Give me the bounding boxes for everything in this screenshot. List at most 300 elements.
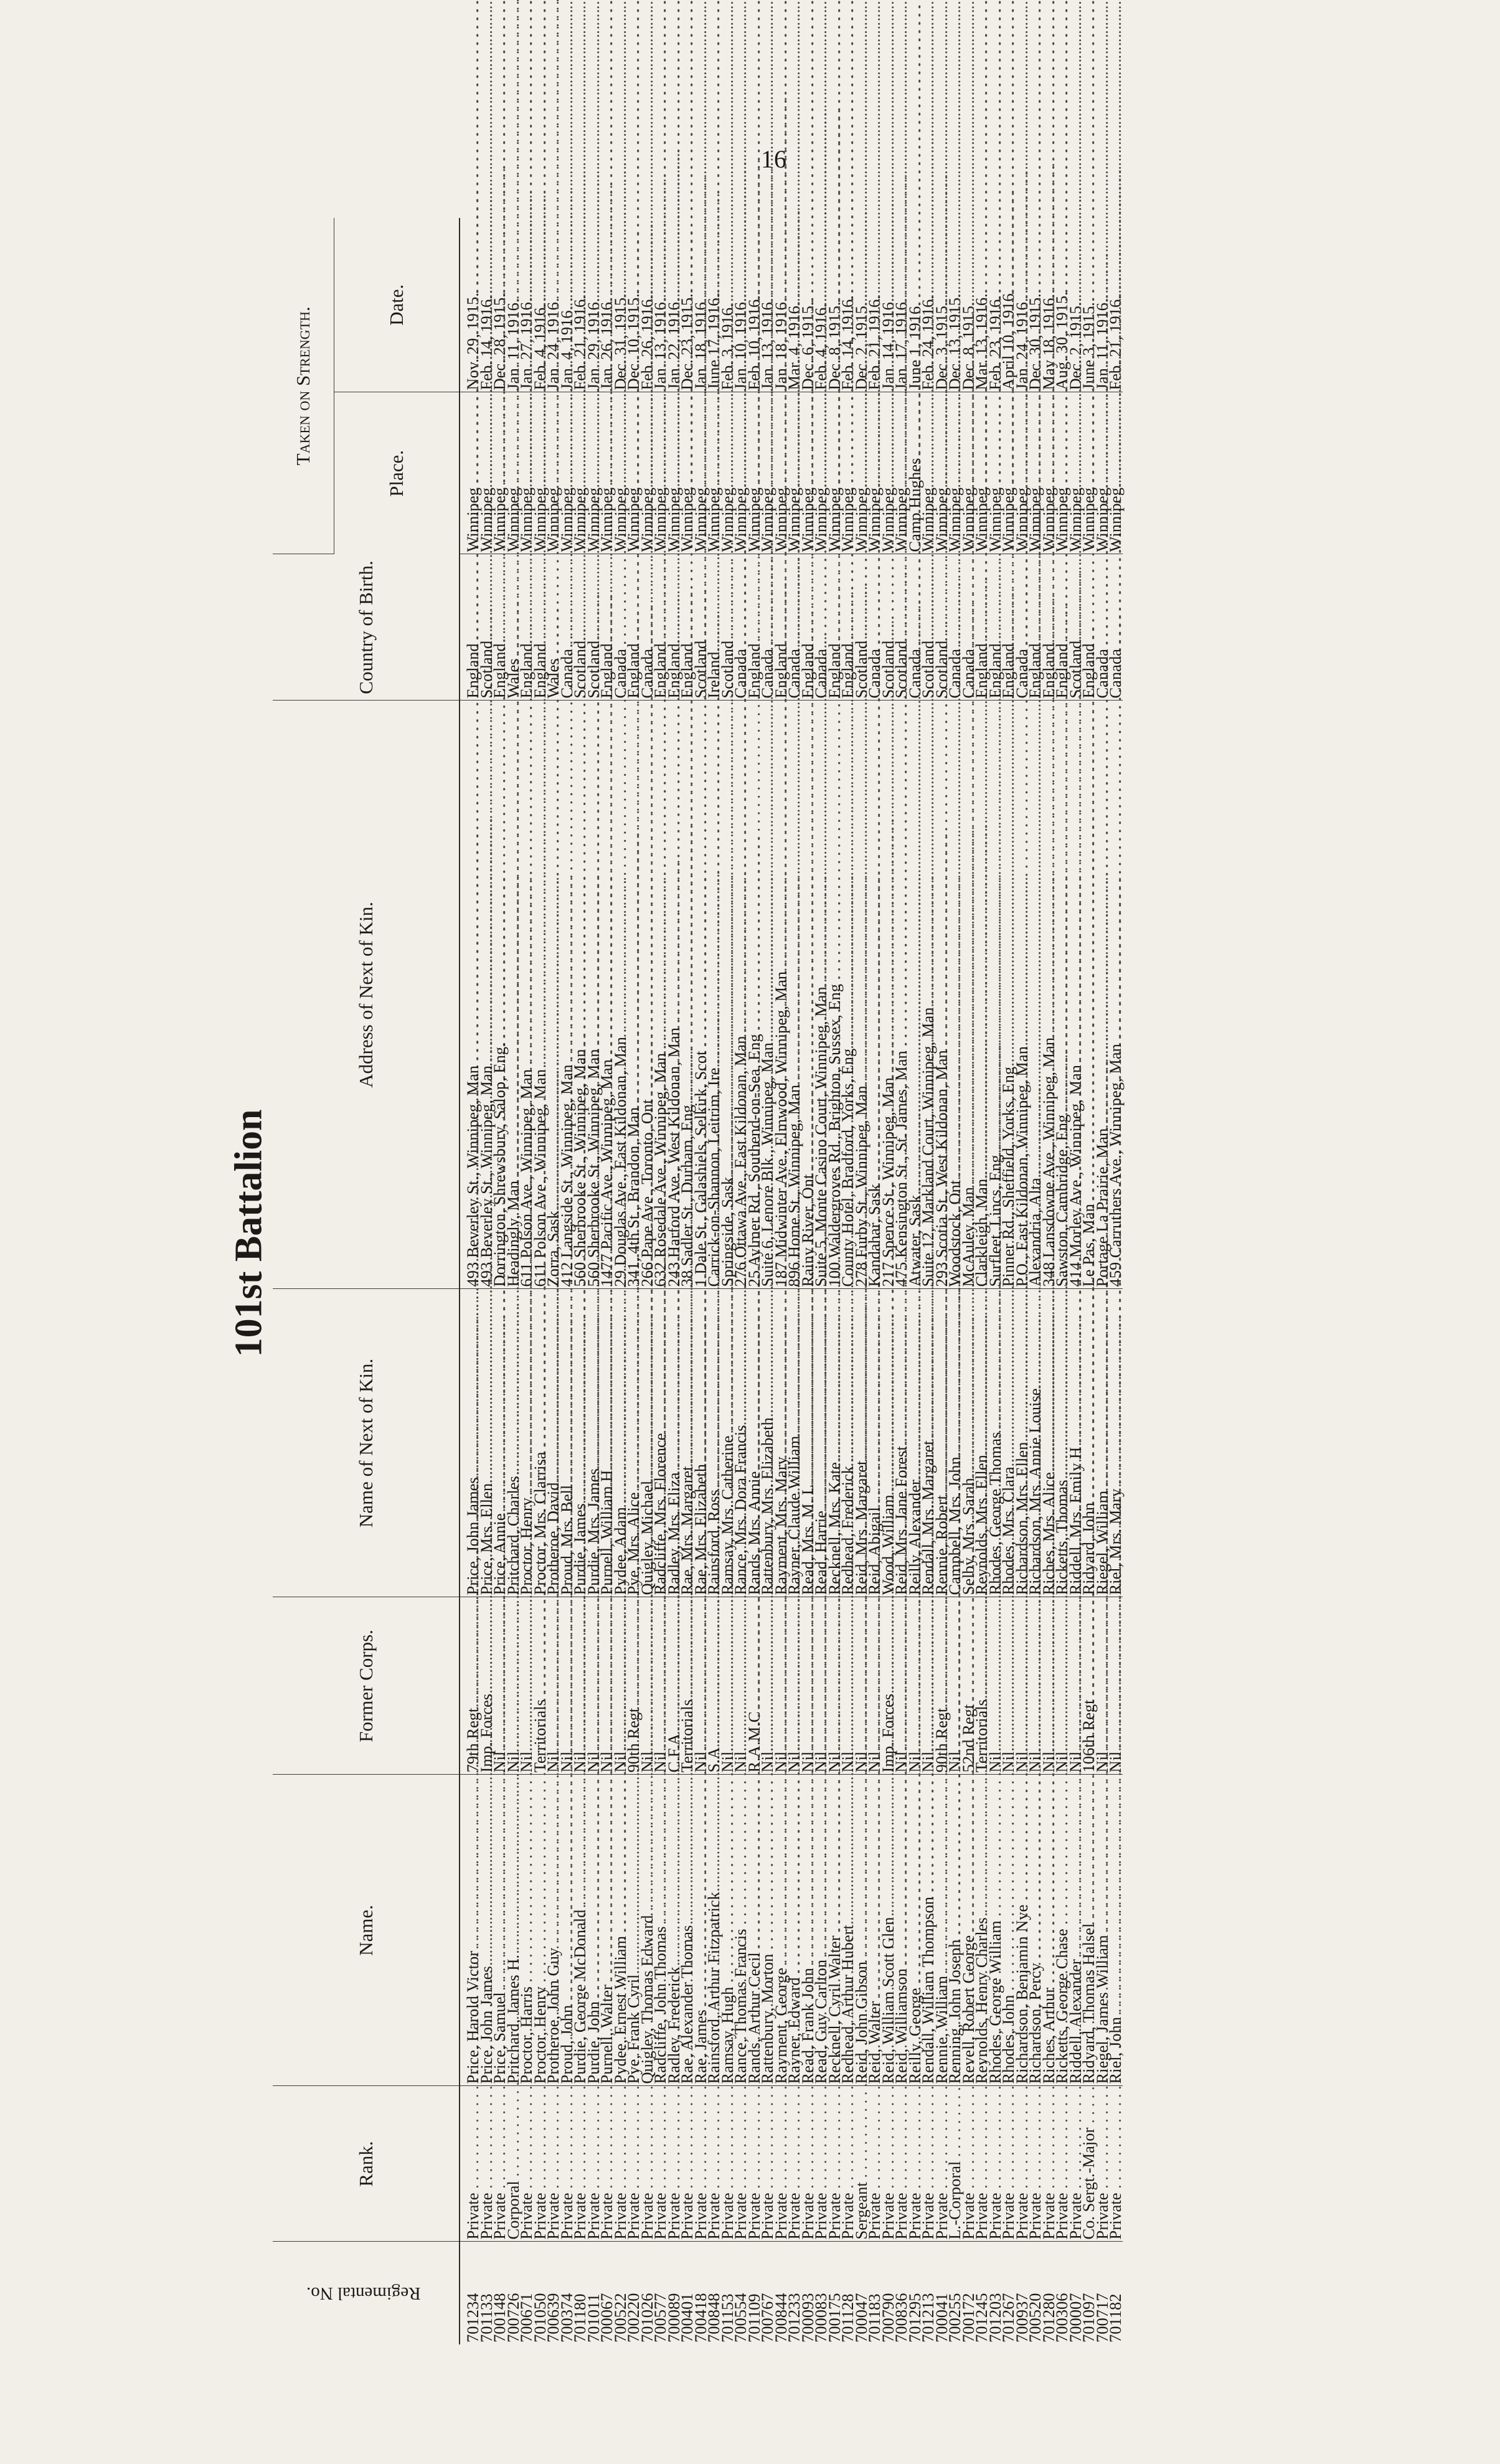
cell-date-text: Feb. 23, 1916.: [985, 295, 1004, 390]
cell-name-text: Rendall, William Thompson: [918, 1897, 937, 2084]
cell-rank-text: Private: [1026, 2193, 1044, 2240]
cell-regimental-no-text: 701295: [905, 2293, 924, 2343]
cell-place-text: Winnipeg: [851, 488, 870, 552]
cell-rank-text: Private: [972, 2193, 991, 2240]
cell-country-text: Canada: [557, 649, 576, 699]
cell-rank-text: Private: [1012, 2193, 1031, 2240]
cell-name-text: Reid, Williamson: [892, 1968, 910, 2084]
header-former-corps: Former Corps.: [273, 1597, 460, 1775]
cell-regimental-no-text: 701182: [1106, 2293, 1125, 2343]
cell-former-corps-text: 52nd Regt: [958, 1704, 978, 1773]
cell-place-text: Winnipeg: [771, 488, 790, 552]
cell-country-text: Scotland: [892, 640, 910, 699]
cell-name-text: Rainsford, Arthur Fitzpatrick: [704, 1892, 723, 2084]
cell-place-text: Winnipeg: [1079, 488, 1098, 552]
cell-country-text: England: [999, 643, 1017, 699]
cell-former-corps-text: Nil: [557, 1751, 576, 1773]
cell-date-text: Feb. 4, 1916.: [530, 303, 549, 390]
cell-former-corps-text: Nil: [999, 1751, 1017, 1773]
page-number: 16: [761, 145, 787, 173]
cell-next-of-kin-text: Rhodes, Mrs. Clara: [999, 1466, 1017, 1595]
cell-rank-text: Private: [476, 2193, 496, 2240]
cell-address-text: 611 Polson Ave., Winnipeg, Man: [517, 1069, 535, 1287]
cell-name-text: Price, Harold Victor: [463, 1950, 482, 2084]
cell-rank-text: Private: [811, 2193, 830, 2240]
cell-date-text: Dec. 23, 1915.: [677, 293, 696, 390]
cell-country-text: Canada: [637, 649, 656, 699]
cell-next-of-kin-text: Reynolds, Mrs. Ellen: [972, 1455, 991, 1595]
cell-place-text: Winnipeg: [1039, 488, 1058, 552]
cell-place-text: Winnipeg: [999, 488, 1017, 552]
cell-regimental-no-text: 701109: [744, 2293, 763, 2343]
cell-rank-text: Private: [530, 2193, 549, 2240]
cell-address-text: Sawston, Cambridge, Eng: [1052, 1114, 1071, 1287]
cell-name-text: Ricketts, George Chase: [1052, 1928, 1071, 2084]
cell-country-text: Canada: [731, 649, 750, 699]
cell-country-text: Canada: [945, 649, 964, 699]
cell-place-text: Winnipeg: [785, 488, 803, 552]
cell-name-text: Rayner, Edward: [785, 1977, 803, 2084]
cell-place-text: Winnipeg: [637, 488, 656, 552]
cell-place-text: Winnipeg: [664, 488, 683, 552]
cell-rank-text: Private: [637, 2193, 656, 2240]
cell-country-text: Scotland: [1065, 640, 1085, 699]
cell-name-text: Rennie, William: [932, 1975, 951, 2084]
cell-former-corps-text: Nil: [597, 1751, 616, 1773]
cell-next-of-kin-text: Read, Harrie: [811, 1511, 830, 1595]
table-body: [460, 218, 1123, 2344]
cell-name-text: Proud, John: [557, 2004, 576, 2084]
cell-next-of-kin-text: Purdie, James: [570, 1503, 589, 1595]
cell-next-of-kin-text: Rae, Mrs. Margaret: [677, 1466, 696, 1595]
cell-address-text: Portage La Prairie, Man: [1092, 1128, 1111, 1287]
cell-former-corps-text: Nil: [865, 1751, 884, 1773]
cell-country-text: Canada: [758, 649, 776, 699]
header-next-of-kin: Name of Next of Kin.: [273, 1289, 460, 1597]
cell-regimental-no-text: 700067: [597, 2293, 616, 2343]
cell-date-text: Feb. 21, 1916.: [570, 295, 589, 390]
cell-address-text: 276 Ottawa Ave., East Kildonan, Man: [731, 1036, 750, 1287]
cell-country-text: Canada: [610, 649, 630, 699]
cell-next-of-kin-text: Rendall, Mrs. Margaret: [918, 1440, 937, 1595]
cell-place-text: Winnipeg: [691, 488, 710, 552]
cell-address-text: Kandahar, Sask: [865, 1184, 884, 1287]
cell-date-text: May 18, 1916.: [1039, 293, 1058, 390]
cell-address-text: Suite 6, Lenore Blk., Winnipeg, Man: [758, 1042, 776, 1287]
cell-next-of-kin-text: Pye, Mrs. Alice: [624, 1492, 643, 1595]
cell-former-corps-text: 106th Regt: [1079, 1699, 1098, 1773]
cell-next-of-kin-text: Reid, Abigail: [865, 1507, 884, 1595]
cell-name-text: Richardson, Percy: [1026, 1963, 1044, 2084]
cell-rank-text: Private: [985, 2193, 1004, 2240]
cell-place-text: Winnipeg: [530, 488, 549, 552]
cell-former-corps-text: Nil: [1092, 1751, 1111, 1773]
cell-regimental-no-text: 700148: [490, 2293, 509, 2343]
cell-rank-text: Private: [544, 2193, 562, 2240]
cell-country-text: Canada: [811, 649, 830, 699]
cell-next-of-kin-text: Wood, William: [878, 1494, 897, 1595]
cell-place-text: Winnipeg: [557, 488, 576, 552]
cell-next-of-kin-text: Riddell, Mrs. Emily H: [1065, 1447, 1085, 1595]
cell-country-text: England: [744, 643, 763, 699]
cell-next-of-kin-text: Rennie, Robert: [932, 1495, 951, 1595]
cell-next-of-kin-text: Rattenbury, Mrs. Elizabeth: [758, 1417, 776, 1595]
cell-rank-text: Private: [838, 2193, 857, 2240]
cell-address-text: Suite 12, Markland Court, Winnipeg, Man: [918, 1007, 937, 1287]
cell-regimental-no-text: 701234: [463, 2293, 482, 2343]
table-row: [1109, 218, 1123, 2344]
cell-date-text: Dec. 6, 1915.: [798, 301, 817, 390]
cell-name-text: Rattenbury, Morton: [758, 1953, 776, 2084]
cell-address-text: 243 Harford Ave., West Kildonan, Man: [664, 1027, 683, 1287]
page-heading: [218, 1099, 280, 1367]
cell-regimental-no-text: 700767: [758, 2293, 776, 2343]
cell-country-text: Canada: [1012, 649, 1031, 699]
cell-regimental-no-text: 700639: [544, 2293, 562, 2343]
cell-next-of-kin-text: Protheroe, David: [544, 1482, 562, 1595]
cell-next-of-kin-text: Rayner, Claude William: [785, 1435, 803, 1595]
cell-former-corps-text: 90th Regt: [624, 1707, 643, 1773]
cell-address-text: 341, 4th St., Brandon, Man: [624, 1107, 643, 1287]
cell-former-corps-text: Nil: [731, 1751, 750, 1773]
cell-country-text: Scotland: [878, 640, 897, 699]
cell-address-text: 414 Morley Ave., Winnipeg, Man: [1065, 1065, 1085, 1287]
cell-date-text: Feb. 26, 1916.: [637, 295, 656, 390]
cell-date-text: Dec. 31, 1915.: [610, 293, 630, 390]
cell-rank-text: Private: [463, 2193, 482, 2240]
cell-regimental-no-text: 700374: [557, 2293, 576, 2343]
cell-rank-text: Private: [651, 2193, 669, 2240]
cell-country-text: England: [838, 643, 857, 699]
cell-name-text: Richardson, Benjamin Nye: [1012, 1904, 1031, 2084]
cell-date-text: Dec. 10, 1915.: [624, 293, 643, 390]
cell-date-text: Feb. 21, 1916.: [865, 295, 884, 390]
cell-regimental-no-text: 701097: [1079, 2293, 1098, 2343]
cell-former-corps-text: Nil: [1026, 1751, 1044, 1773]
cell-country-text: Scotland: [851, 640, 870, 699]
cell-place: [1106, 392, 1125, 554]
cell-former-corps-text: R.A.M.C: [744, 1711, 763, 1773]
cell-former-corps-text: Nil: [717, 1751, 737, 1773]
cell-country-text: England: [771, 643, 790, 699]
cell-address-text: Suite 5, Monte Casino Court, Winnipeg, Man: [811, 986, 830, 1287]
cell-next-of-kin-text: Purdie, Mrs. James: [583, 1468, 603, 1595]
cell-regimental-no-text: 701203: [985, 2293, 1004, 2343]
cell-regimental-no-text: 701133: [476, 2293, 496, 2343]
cell-rank-text: Private: [798, 2193, 817, 2240]
cell-rank-text: Private: [824, 2193, 844, 2240]
cell-former-corps-text: Nil: [892, 1751, 910, 1773]
battalion-title: 101st Battalion: [227, 1109, 270, 1357]
cell-regimental-no-text: 700554: [731, 2293, 750, 2343]
cell-country-text: England: [597, 643, 616, 699]
cell-rank-text: Private: [744, 2193, 763, 2240]
cell-place-text: Winnipeg: [1052, 488, 1071, 552]
cell-place-text: Winnipeg: [945, 488, 964, 552]
cell-former-corps-text: Nil: [838, 1751, 857, 1773]
cell-former-corps-text: Territorials: [530, 1699, 549, 1773]
cell-date-text: Feb. 3, 1916.: [717, 303, 737, 390]
cell-rank-text: L.-Corporal: [945, 2161, 964, 2240]
cell-country-text: Canada: [958, 649, 978, 699]
cell-next-of-kin-text: Pritchard, Charles: [503, 1476, 522, 1595]
cell-address-text: 217 Spence St., Winnipeg, Man: [878, 1077, 897, 1287]
cell-next-of-kin-text: Selby, Mrs. Sarah: [958, 1478, 978, 1595]
cell-next-of-kin-text: Rainsford, Ross: [704, 1489, 723, 1595]
cell-regimental-no-text: 700522: [610, 2293, 630, 2343]
cell-country-text: England: [530, 643, 549, 699]
cell-former-corps-text: Territorials: [677, 1699, 696, 1773]
cell-address-text: 459 Carruthers Ave., Winnipeg, Man: [1106, 1044, 1125, 1287]
cell-next-of-kin-text: Pydee, Adam: [610, 1507, 630, 1595]
cell-next-of-kin-text: Ramsay, Mrs. Catherine: [717, 1435, 737, 1595]
cell-place-text: Winnipeg: [624, 488, 643, 552]
cell-date-text: Mar. 4, 1916.: [785, 301, 803, 390]
cell-next-of-kin-text: Rhodes, George Thomas: [985, 1432, 1004, 1595]
cell-country-text: Scotland: [918, 640, 937, 699]
cell-date-text: Dec. 13, 1915.: [945, 293, 964, 390]
cell-country-text: England: [624, 643, 643, 699]
cell-name-text: Protheroe, John Guy: [544, 1947, 562, 2084]
cell-name-text: Read, Guy Carlton: [811, 1960, 830, 2084]
cell-rank-text: Private: [892, 2193, 910, 2240]
cell-rank-text: Private: [999, 2193, 1017, 2240]
cell-rank-text: Private: [704, 2193, 723, 2240]
cell-regimental-no-text: 700047: [851, 2293, 870, 2343]
cell-regimental-no-text: 700577: [651, 2293, 669, 2343]
cell-country-text: England: [1026, 643, 1044, 699]
cell-next-of-kin-text: Radley, Mrs. Eliza: [664, 1472, 683, 1595]
cell-name-text: Riegel, James William: [1092, 1935, 1111, 2084]
cell-country-text: Scotland: [570, 640, 589, 699]
cell-country-text: England: [490, 643, 509, 699]
cell-name-text: Pye, Frank Cyril: [624, 1974, 643, 2084]
cell-rank-text: Private: [771, 2193, 790, 2240]
cell-former-corps-text: Nil: [610, 1751, 630, 1773]
cell-next-of-kin-text: Riel, Mrs. Mary: [1106, 1488, 1125, 1595]
cell-name-text: Ramsay, Hugh: [717, 1986, 737, 2084]
cell-regimental-no: [1106, 2242, 1125, 2344]
cell-former-corps-text: Territorials: [972, 1699, 991, 1773]
cell-regimental-no-text: 700844: [771, 2293, 790, 2343]
cell-next-of-kin-text: Reilly, Alexander: [905, 1480, 924, 1595]
cell-address-text: 412 Langside St., Winnipeg, Man: [557, 1064, 576, 1287]
cell-country-text: Scotland: [583, 640, 603, 699]
cell-former-corps-text: Nil: [637, 1751, 656, 1773]
cell-former-corps-text: Nil: [1039, 1751, 1058, 1773]
cell-rank-text: Private: [1092, 2193, 1111, 2240]
cell-date-text: Feb. 10, 1916.: [744, 295, 763, 390]
cell-rank-text: Private: [731, 2193, 750, 2240]
cell-date-text: June 17, 1916.: [704, 293, 723, 390]
cell-regimental-no-text: 701128: [838, 2293, 857, 2343]
cell-place-text: Winnipeg: [597, 488, 616, 552]
cell-next-of-kin-text: Radcliffe, Mrs. Florence: [651, 1433, 669, 1595]
cell-rank: [1106, 2086, 1125, 2242]
cell-next-of-kin-text: Riegel, William: [1092, 1490, 1111, 1595]
header-name: Name.: [273, 1775, 460, 2086]
cell-address-text: Carrick-on-Shannon, Leitrim, Ire: [704, 1067, 723, 1287]
cell-date-text: Jan. 18, 1916.: [771, 298, 790, 390]
cell-date-text: Jan. 13, 1916.: [651, 298, 669, 390]
cell-former-corps-text: Nil: [1012, 1751, 1031, 1773]
cell-former-corps-text: Nil: [503, 1751, 522, 1773]
cell-place-text: Winnipeg: [865, 488, 884, 552]
cell-rank-text: Private: [691, 2193, 710, 2240]
cell-next-of-kin-text: Price, Annie: [490, 1513, 509, 1595]
cell-regimental-no-text: 701267: [999, 2293, 1017, 2343]
cell-name-text: Renning, John Joseph: [945, 1939, 964, 2084]
cell-rank-text: Co. Sergt.-Major: [1079, 2127, 1098, 2240]
header-regimental-no: Regimental No.: [273, 2242, 460, 2344]
cell-address-text: 493 Beverley St., Winnipeg, Man: [476, 1065, 496, 1287]
cell-next-of-kin-text: Proud, Mrs. Bell: [557, 1485, 576, 1595]
cell-address-text: P.O., East Kildonan, Winnipeg, Man: [1012, 1046, 1031, 1287]
cell-name-text: Read, Frank John: [798, 1968, 817, 2084]
cell-former-corps-text: 90th Regt: [932, 1707, 951, 1773]
cell-regimental-no-text: 700401: [677, 2293, 696, 2343]
cell-country-text: England: [824, 643, 844, 699]
cell-regimental-no-text: 700041: [932, 2293, 951, 2343]
cell-date-text: Jan. 11, 1916.: [1092, 298, 1111, 390]
cell-rank-text: Private: [597, 2193, 616, 2240]
cell-next-of-kin-text: Rance, Mrs. Dora Francis: [731, 1425, 750, 1595]
cell-rank-text: Private: [918, 2193, 937, 2240]
cell-address-text: 100 Waldergroves Rd., Brighton, Sussex, Eng: [824, 984, 844, 1287]
cell-former-corps-text: Nil: [945, 1751, 964, 1773]
cell-name-text: Rae, Alexander Thomas: [677, 1925, 696, 2084]
cell-regimental-no-text: 701183: [865, 2293, 884, 2343]
cell-address-text: 632 Rosedale Ave., Winnipeg, Man: [651, 1052, 669, 1287]
cell-address-text: Pinner Rd., Sheffield, Yorks, Eng: [999, 1066, 1017, 1287]
cell-rank-text: Private: [1106, 2193, 1125, 2240]
cell-place-text: Winnipeg: [744, 488, 763, 552]
table-header: [273, 218, 460, 2344]
cell-date-text: June 1, 1916.: [905, 302, 924, 390]
cell-date-text: Jan. 22, 1916.: [664, 298, 683, 390]
cell-rank-text: Private: [517, 2193, 535, 2240]
cell-name-text: Riel, John: [1106, 2017, 1125, 2084]
cell-place-text: Winnipeg: [731, 488, 750, 552]
cell-former-corps-text: Nil: [851, 1751, 870, 1773]
cell-name-text: Revell, Robert George: [958, 1935, 978, 2084]
cell-address-text: Springside, Sask: [717, 1176, 737, 1287]
cell-name-text: Rae, James: [691, 2009, 710, 2084]
cell-date-text: Dec. 3, 1915.: [932, 301, 951, 390]
cell-name-text: Proctor, Harris: [517, 1986, 535, 2084]
cell-country-text: England: [1052, 643, 1071, 699]
roster-table-rotated: [273, 218, 1325, 2344]
cell-date-text: Jan. 13, 1916.: [758, 298, 776, 390]
cell-date-text: April 10, 1916.: [999, 289, 1017, 390]
cell-former-corps-text: Nil: [985, 1751, 1004, 1773]
cell-country-text: England: [1079, 643, 1098, 699]
cell-date-text: Jan. 24, 1916.: [1012, 298, 1031, 390]
cell-date-text: Dec. 8, 1915.: [824, 301, 844, 390]
cell-place-text: Winnipeg: [798, 488, 817, 552]
cell-date-text: Jan. 11, 1916.: [503, 298, 522, 390]
cell-rank-text: Private: [583, 2193, 603, 2240]
cell-regimental-no-text: 701050: [530, 2293, 549, 2343]
cell-place-text: Winnipeg: [932, 488, 951, 552]
cell-rank-text: Corporal: [503, 2181, 522, 2240]
cell-regimental-no-text: 701026: [637, 2293, 656, 2343]
cell-former-corps-text: 79th Regt: [463, 1707, 482, 1773]
cell-address-text: County Hotel, Bradford, Yorks, Eng: [838, 1048, 857, 1287]
cell-regimental-no-text: 700255: [945, 2293, 964, 2343]
cell-country-text: England: [1039, 643, 1058, 699]
cell-country-text: England: [463, 643, 482, 699]
cell-place-text: Winnipeg: [583, 488, 603, 552]
cell-regimental-no-text: 701180: [570, 2293, 589, 2343]
cell-address-text: 25 Aylmer Rd., Southend-on-Sea, Eng: [744, 1034, 763, 1287]
cell-country-text: Wales: [503, 658, 522, 699]
cell-address-text: 187 Midwinter Ave., Elmwood, Winnipeg, Man: [771, 971, 790, 1287]
cell-next-of-kin-text: Price, Mrs. Ellen: [476, 1483, 496, 1595]
cell-address-text: 348 Lansdowne Ave., Winnipeg, Man: [1039, 1037, 1058, 1287]
cell-address-text: 560 Sherbrooke St., Winnipeg, Man: [583, 1049, 603, 1287]
cell-name-text: Reilly, George: [905, 1988, 924, 2084]
cell-address-text: Rainy River, Ont: [798, 1174, 817, 1287]
cell-rank-text: Private: [1065, 2193, 1085, 2240]
cell-country-text: Scotland: [476, 640, 496, 699]
cell-next-of-kin-text: Rands, Mrs. Annie: [744, 1471, 763, 1595]
cell-name-text: Purdie, John: [583, 2001, 603, 2084]
cell-former-corps-text: Nil: [1106, 1751, 1125, 1773]
cell-country-text: England: [517, 643, 535, 699]
header-taken-on-strength: Taken on Strength.: [273, 218, 334, 554]
cell-name-text: Proctor, Henry: [530, 1986, 549, 2084]
cell-place-text: Winnipeg: [838, 488, 857, 552]
cell-regimental-no-text: 700937: [1012, 2293, 1031, 2343]
cell-address-text: 266 Pape Ave., Toronto, Ont: [637, 1099, 656, 1287]
cell-next-of-kin-text: Price, John James: [463, 1477, 482, 1595]
cell-regimental-no-text: 701153: [717, 2293, 737, 2343]
cell-date-text: Aug. 30, 1915.: [1052, 291, 1071, 390]
cell-former-corps-text: Nil: [570, 1751, 589, 1773]
cell-former-corps-text: Nil: [824, 1751, 844, 1773]
cell-name: [1106, 1775, 1125, 2086]
cell-former-corps-text: Nil: [583, 1751, 603, 1773]
cell-name-text: Pydee, Ernest William: [610, 1935, 630, 2084]
cell-place-text: Winnipeg: [958, 488, 978, 552]
cell-place-text: Winnipeg: [517, 488, 535, 552]
cell-rank-text: Private: [677, 2193, 696, 2240]
cell-regimental-no-text: 700089: [664, 2293, 683, 2343]
cell-regimental-no-text: 701280: [1039, 2293, 1058, 2343]
cell-date-text: Dec. 30, 1915.: [1026, 293, 1044, 390]
cell-date-text: Nov. 29, 1915.: [463, 292, 482, 390]
cell-rank-text: Private: [1052, 2193, 1071, 2240]
cell-former-corps-text: Nil: [758, 1751, 776, 1773]
cell-country-text: Scotland: [717, 640, 737, 699]
cell-next-of-kin-text: Purnell, William H: [597, 1470, 616, 1595]
cell-country-text: Canada: [905, 649, 924, 699]
cell-country: [1106, 554, 1125, 701]
cell-regimental-no-text: 700520: [1026, 2293, 1044, 2343]
cell-address: [1106, 701, 1125, 1289]
header-rank: Rank.: [273, 2086, 460, 2242]
cell-next-of-kin-text: Ridyard, John: [1079, 1502, 1098, 1595]
cell-next-of-kin-text: Read, Mrs. M. L: [798, 1485, 817, 1595]
cell-date-text: June 3, 1915.: [1079, 302, 1098, 390]
cell-rank-text: Private: [717, 2193, 737, 2240]
cell-regimental-no-text: 701233: [785, 2293, 803, 2343]
cell-rank-text: Private: [610, 2193, 630, 2240]
cell-regimental-no-text: 701011: [583, 2293, 603, 2343]
cell-date-text: Feb. 14, 1916.: [838, 295, 857, 390]
roster-table: [273, 218, 1123, 2344]
